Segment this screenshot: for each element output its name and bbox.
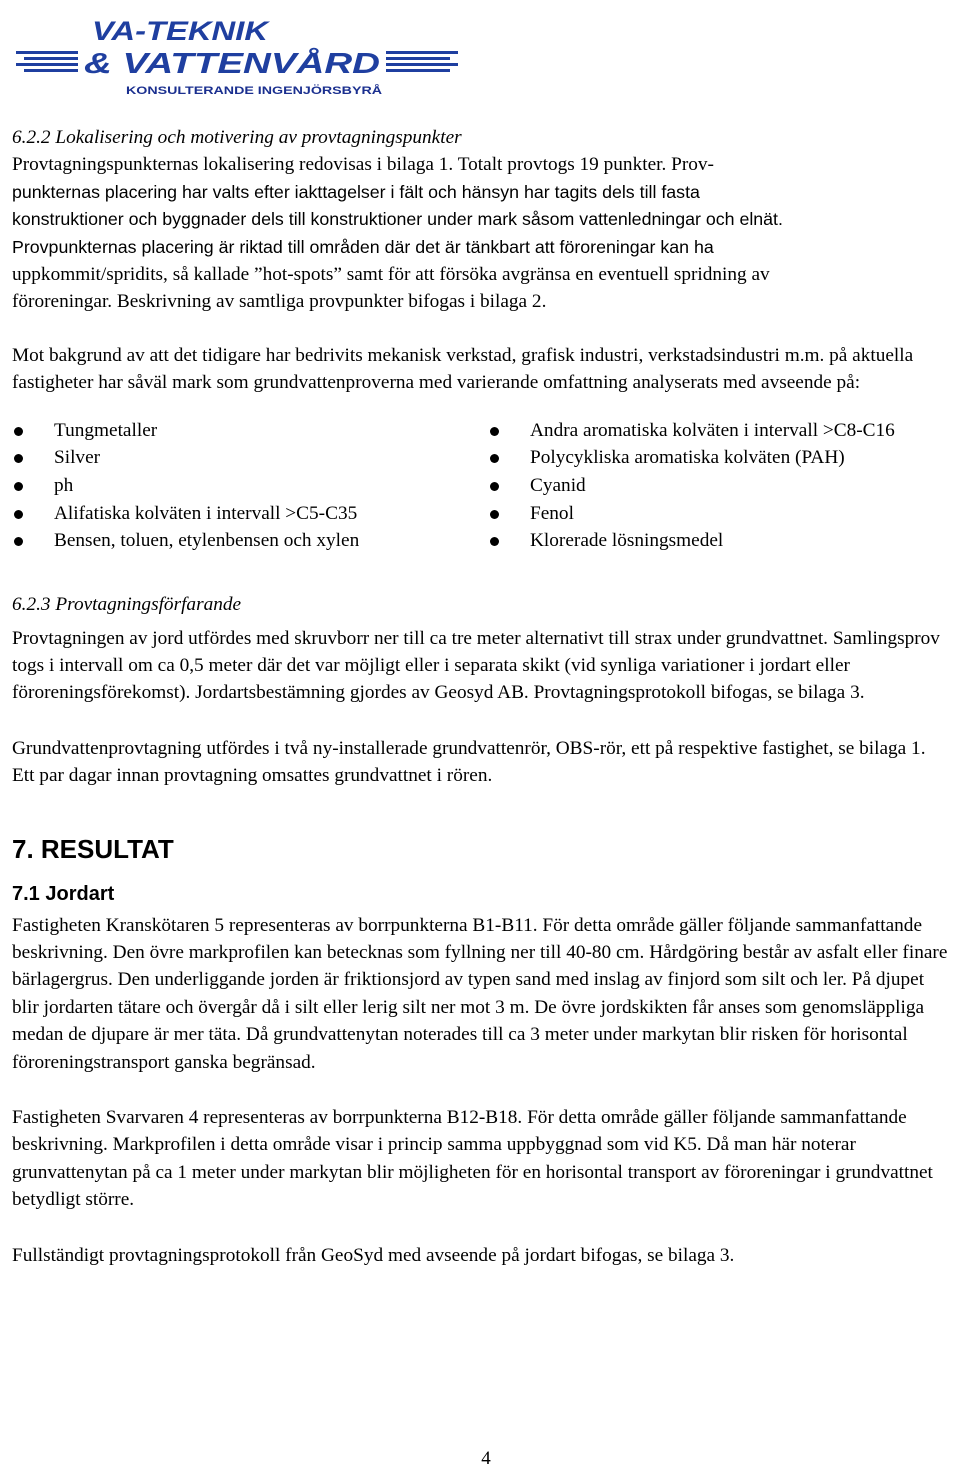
paragraph-line: konstruktioner och byggnader dels till konstruktioner under mark såsom vattenledningar och elnät. xyxy=(12,209,783,230)
paragraph-grundvatten: Grundvattenprovtagning utfördes i två ny-installerade grundvattenrör, OBS-rör, ett på respektive fastighet, se bilaga 1. Ett par dagar innan provtagning omsattes grundvattnet i rören. xyxy=(12,737,926,787)
list-item: Tungmetaller xyxy=(12,417,488,445)
paragraph-line: punkternas placering har valts efter iakttagelser i fält och hänsyn har tagits dels till fasta xyxy=(12,181,700,202)
bullet-icon xyxy=(14,427,23,436)
bullet-icon xyxy=(490,482,499,491)
list-item: Polycykliska aromatiska kolväten (PAH) xyxy=(488,444,895,472)
analysis-list-right xyxy=(488,417,895,556)
paragraph-line: Provpunkternas placering är riktad till områden där det är tänkbart att föroreningar kan ha xyxy=(12,236,714,257)
heading-6-2-3: 6.2.3 Provtagningsförfarande xyxy=(12,594,242,616)
bullet-icon xyxy=(14,510,23,519)
heading-7-1-jordart: 7.1 Jordart xyxy=(12,882,115,905)
bullet-icon xyxy=(14,537,23,546)
list-item: Alifatiska kolväten i intervall >C5-C35 xyxy=(12,500,488,528)
logo-tagline: KONSULTERANDE INGENJÖRSBYRÅ xyxy=(126,85,324,97)
list-item: Silver xyxy=(12,444,488,472)
list-item: Klorerade lösningsmedel xyxy=(488,527,895,555)
paragraph-provtagning-jord: Provtagningen av jord utfördes med skruvborr ner till ca tre meter alternativt till strax under grundvattnet. Samlingsprov togs i intervall om ca 0,5 meter där det var möjligt eller i separata skikt (vid synliga variationer i jordart eller föroreningsförekomst). Jordartsbestämning gjordes av Geosyd AB. Provtagningsprotokoll bifogas, se bilaga 3. xyxy=(12,627,940,704)
paragraph-line: Provtagningspunkternas lokalisering redovisas i bilaga 1. Totalt provtogs 19 punkter. Prov- xyxy=(12,154,714,176)
bullet-icon xyxy=(14,482,23,491)
paragraph-kranskotaren: Fastigheten Kranskötaren 5 representeras av borrpunkterna B1-B11. För detta område gäller följande sammanfattande beskrivning. Den övre markprofilen kan betecknas som fyllning ner till 40-80 cm. Hårdgöring består av asfalt eller finare bärlagergrus. Den underliggande jorden är friktionsjord av typen sand med inslag av finjord som silt och ler. På djupet blir jordarten tätare och övergår då i silt eller lerig silt ner mot 3 m. De övre jordskikten får anses som genomsläppliga medan de djupare är mer täta. Då grundvattenytan noterades till ca 3 meter under markytan blir risken för horisontal föroreningstransport ganska begränsad. xyxy=(12,914,948,1073)
paragraph-protokoll: Fullständigt provtagningsprotokoll från GeoSyd med avseende på jordart bifogas, se bilaga 3. xyxy=(12,1244,735,1266)
bullet-icon xyxy=(490,537,499,546)
speed-lines-right xyxy=(386,51,458,72)
bullet-icon xyxy=(490,427,499,436)
bullet-icon xyxy=(14,454,23,463)
logo-line1: VA-TEKNIK xyxy=(92,16,272,46)
paragraph-bakgrund: Mot bakgrund av att det tidigare har bedrivits mekanisk verkstad, grafisk industri, verkstadsindustri m.m. på aktuella fastigheter har såväl mark som grundvattenproverna med varierande omfattning analyserats med avseende på: xyxy=(12,344,914,394)
list-item: Fenol xyxy=(488,500,895,528)
list-item: ph xyxy=(12,472,488,500)
analysis-list-left xyxy=(12,417,488,556)
bullet-icon xyxy=(490,510,499,519)
speed-lines-left xyxy=(16,51,78,72)
analysis-list xyxy=(12,417,952,556)
paragraph-line: föroreningar. Beskrivning av samtliga provpunkter bifogas i bilaga 2. xyxy=(12,291,547,313)
page-number: 4 xyxy=(481,1448,491,1469)
bullet-icon xyxy=(490,454,499,463)
heading-6-2-2: 6.2.2 Lokalisering och motivering av provtagningspunkter xyxy=(12,127,462,148)
paragraph-svarvaren: Fastigheten Svarvaren 4 representeras av borrpunkterna B12-B18. För detta område gäller följande sammanfattande beskrivning. Markprofilen i detta område visar i princip samma uppbyggnad som vid K5. Då man här noterar grunvattenytan på ca 1 meter under markytan blir möjligheten för en horisontal transport av föroreningar i grundvattnet betydligt större. xyxy=(12,1107,933,1211)
list-item: Cyanid xyxy=(488,472,895,500)
heading-7-resultat: 7. RESULTAT xyxy=(12,833,174,864)
paragraph-line: uppkommit/spridits, så kallade ”hot-spots” samt för att försöka avgränsa en eventuell spridning av xyxy=(12,264,770,286)
paragraph-provtagningspunkter xyxy=(12,151,952,315)
document-body xyxy=(12,124,952,1269)
company-logo xyxy=(14,14,464,102)
logo-line2: & VATTENVÅRD xyxy=(84,48,307,80)
list-item: Andra aromatiska kolväten i intervall >C8-C16 xyxy=(488,417,895,445)
list-item: Bensen, toluen, etylenbensen och xylen xyxy=(12,527,488,555)
